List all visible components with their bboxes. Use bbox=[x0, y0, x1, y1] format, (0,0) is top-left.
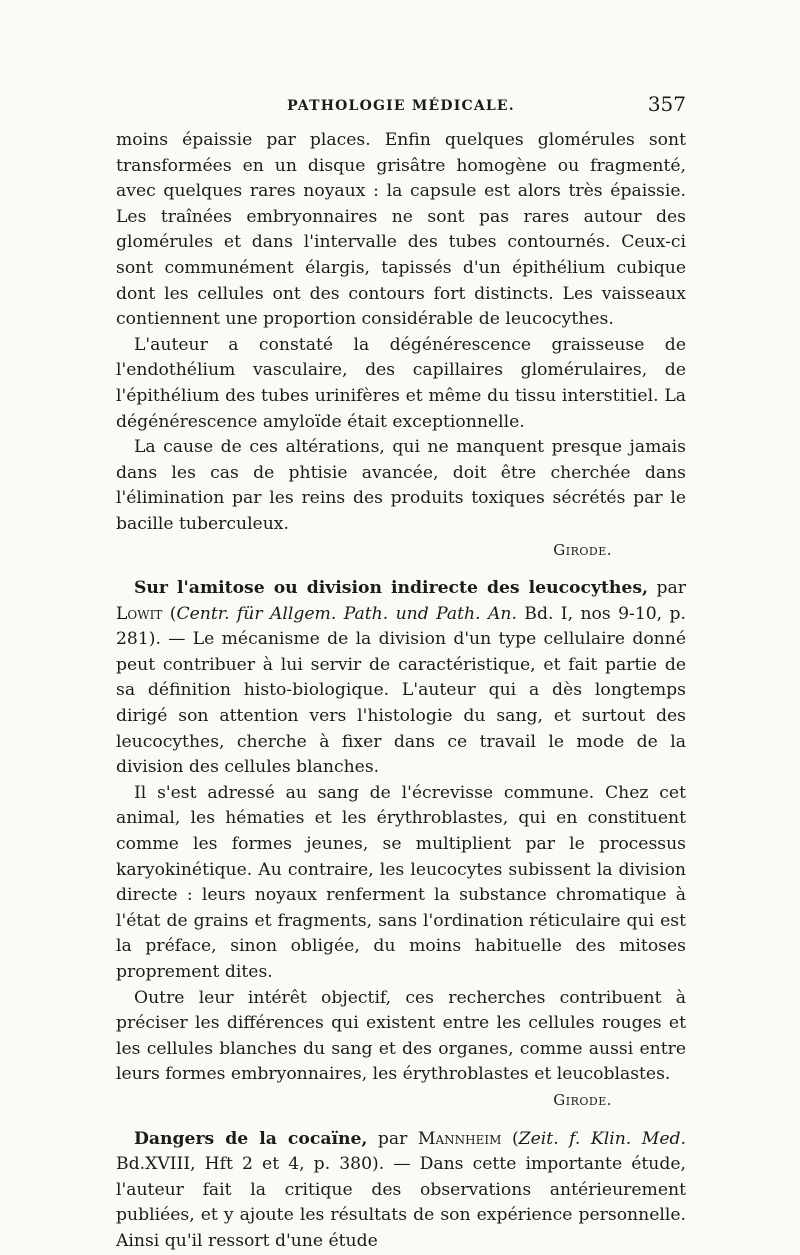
paragraph-degeneration: L'auteur a constaté la dégénérescence graisseuse de l'endothélium vasculaire, des capillaires glomérulaires, de l'épithélium des tubes urinifères et même du tissu interstitiel. La dégénérescence amyloïde était exceptionnelle. bbox=[116, 334, 686, 432]
article-amitose-citation: Bd. I, nos 9-10, p. 281). bbox=[116, 603, 687, 650]
page-body bbox=[116, 128, 686, 1255]
paragraph-continued: moins épaissie par places. Enfin quelques glomérules sont transformées en un disque grisâtre homogène ou fragmenté, avec quelques rares noyaux : la capsule est alors très épaissie. Les traînées embryonnaires ne sont pas rares autour des glomérules et dans l'intervalle des tubes contournés. Ceux-ci sont communément élargis, tapissés d'un épithélium cubique dont les cellules ont des contours fort distincts. Les vaisseaux contiennent une proportion considérable de leucocythes. bbox=[116, 130, 686, 330]
article-amitose-author: Lowit bbox=[116, 603, 163, 624]
article-amitose-paren: ( bbox=[162, 603, 177, 624]
article-cocaine-citation: Bd.XVIII, Hft 2 et 4, p. 380). bbox=[116, 1154, 385, 1175]
article-cocaine-paren: ( bbox=[501, 1128, 519, 1149]
article-cocaine-by: par bbox=[367, 1128, 418, 1149]
section-gap bbox=[116, 1114, 686, 1127]
page-number: 357 bbox=[647, 92, 686, 116]
running-head bbox=[116, 92, 686, 122]
paragraph-cause: La cause de ces altérations, qui ne manquent presque jamais dans les cas de phtisie avancée, doit être cherchée dans l'élimination par les reins des produits toxiques sécrétés par le bacille tuberculeux. bbox=[116, 437, 686, 534]
article-cocaine bbox=[116, 1127, 686, 1255]
article-cocaine-body: — Dans cette importante étude, l'auteur fait la critique des observations antérieurement publiées, et y ajoute les résultats de son expérience personnelle. Ainsi qu'il ressort d'une étude bbox=[116, 1154, 686, 1251]
article-amitose-by: par bbox=[648, 578, 686, 599]
running-head-title: PATHOLOGIE MÉDICALE. bbox=[287, 98, 515, 114]
article-amitose-body: — Le mécanisme de la division d'un type cellulaire donné peut contribuer à lui servir de caractéristique, et fait partie de sa définition histo-biologique. L'auteur qui a dès longtemps dirigé son attention vers l'histologie du sang, et surtout des leucocythes, cherche à fixer dans ce travail le mode de la division des cellules blanches. bbox=[116, 629, 686, 778]
section-gap bbox=[116, 563, 686, 576]
signature-girode-2: Girode. bbox=[553, 1090, 612, 1109]
article-cocaine-title: Dangers de la cocaïne, bbox=[134, 1128, 368, 1149]
article-cocaine-journal: Zeit. f. Klin. Med. bbox=[518, 1128, 686, 1149]
paragraph-ecrevisse: Il s'est adressé au sang de l'écrevisse commune. Chez cet animal, les hématies et les érythroblastes, qui en constituent comme les formes jeunes, se multiplient par le processus karyokinétique. Au contraire, les leucocytes subissent la division directe : leurs noyaux renferment la substance chromatique à l'état de grains et fragments, sans l'ordination réticulaire qui est la préface, sinon obligée, du moins habituelle des mitoses proprement dites. bbox=[116, 782, 686, 982]
article-amitose-title: Sur l'amitose ou division indirecte des leucocythes, bbox=[134, 578, 648, 599]
paragraph-interet: Outre leur intérêt objectif, ces recherches contribuent à préciser les différences qui existent entre les cellules rouges et les cellules blanches du sang et des organes, comme aussi entre leurs formes embryonnaires, les érythroblastes et leucoblastes. bbox=[116, 987, 686, 1085]
article-amitose-journal: Centr. für Allgem. Path. und Path. An. bbox=[176, 603, 517, 624]
signature-girode-1: Girode. bbox=[553, 540, 612, 559]
article-amitose bbox=[116, 576, 686, 781]
article-cocaine-author: Mannheim bbox=[417, 1128, 502, 1149]
